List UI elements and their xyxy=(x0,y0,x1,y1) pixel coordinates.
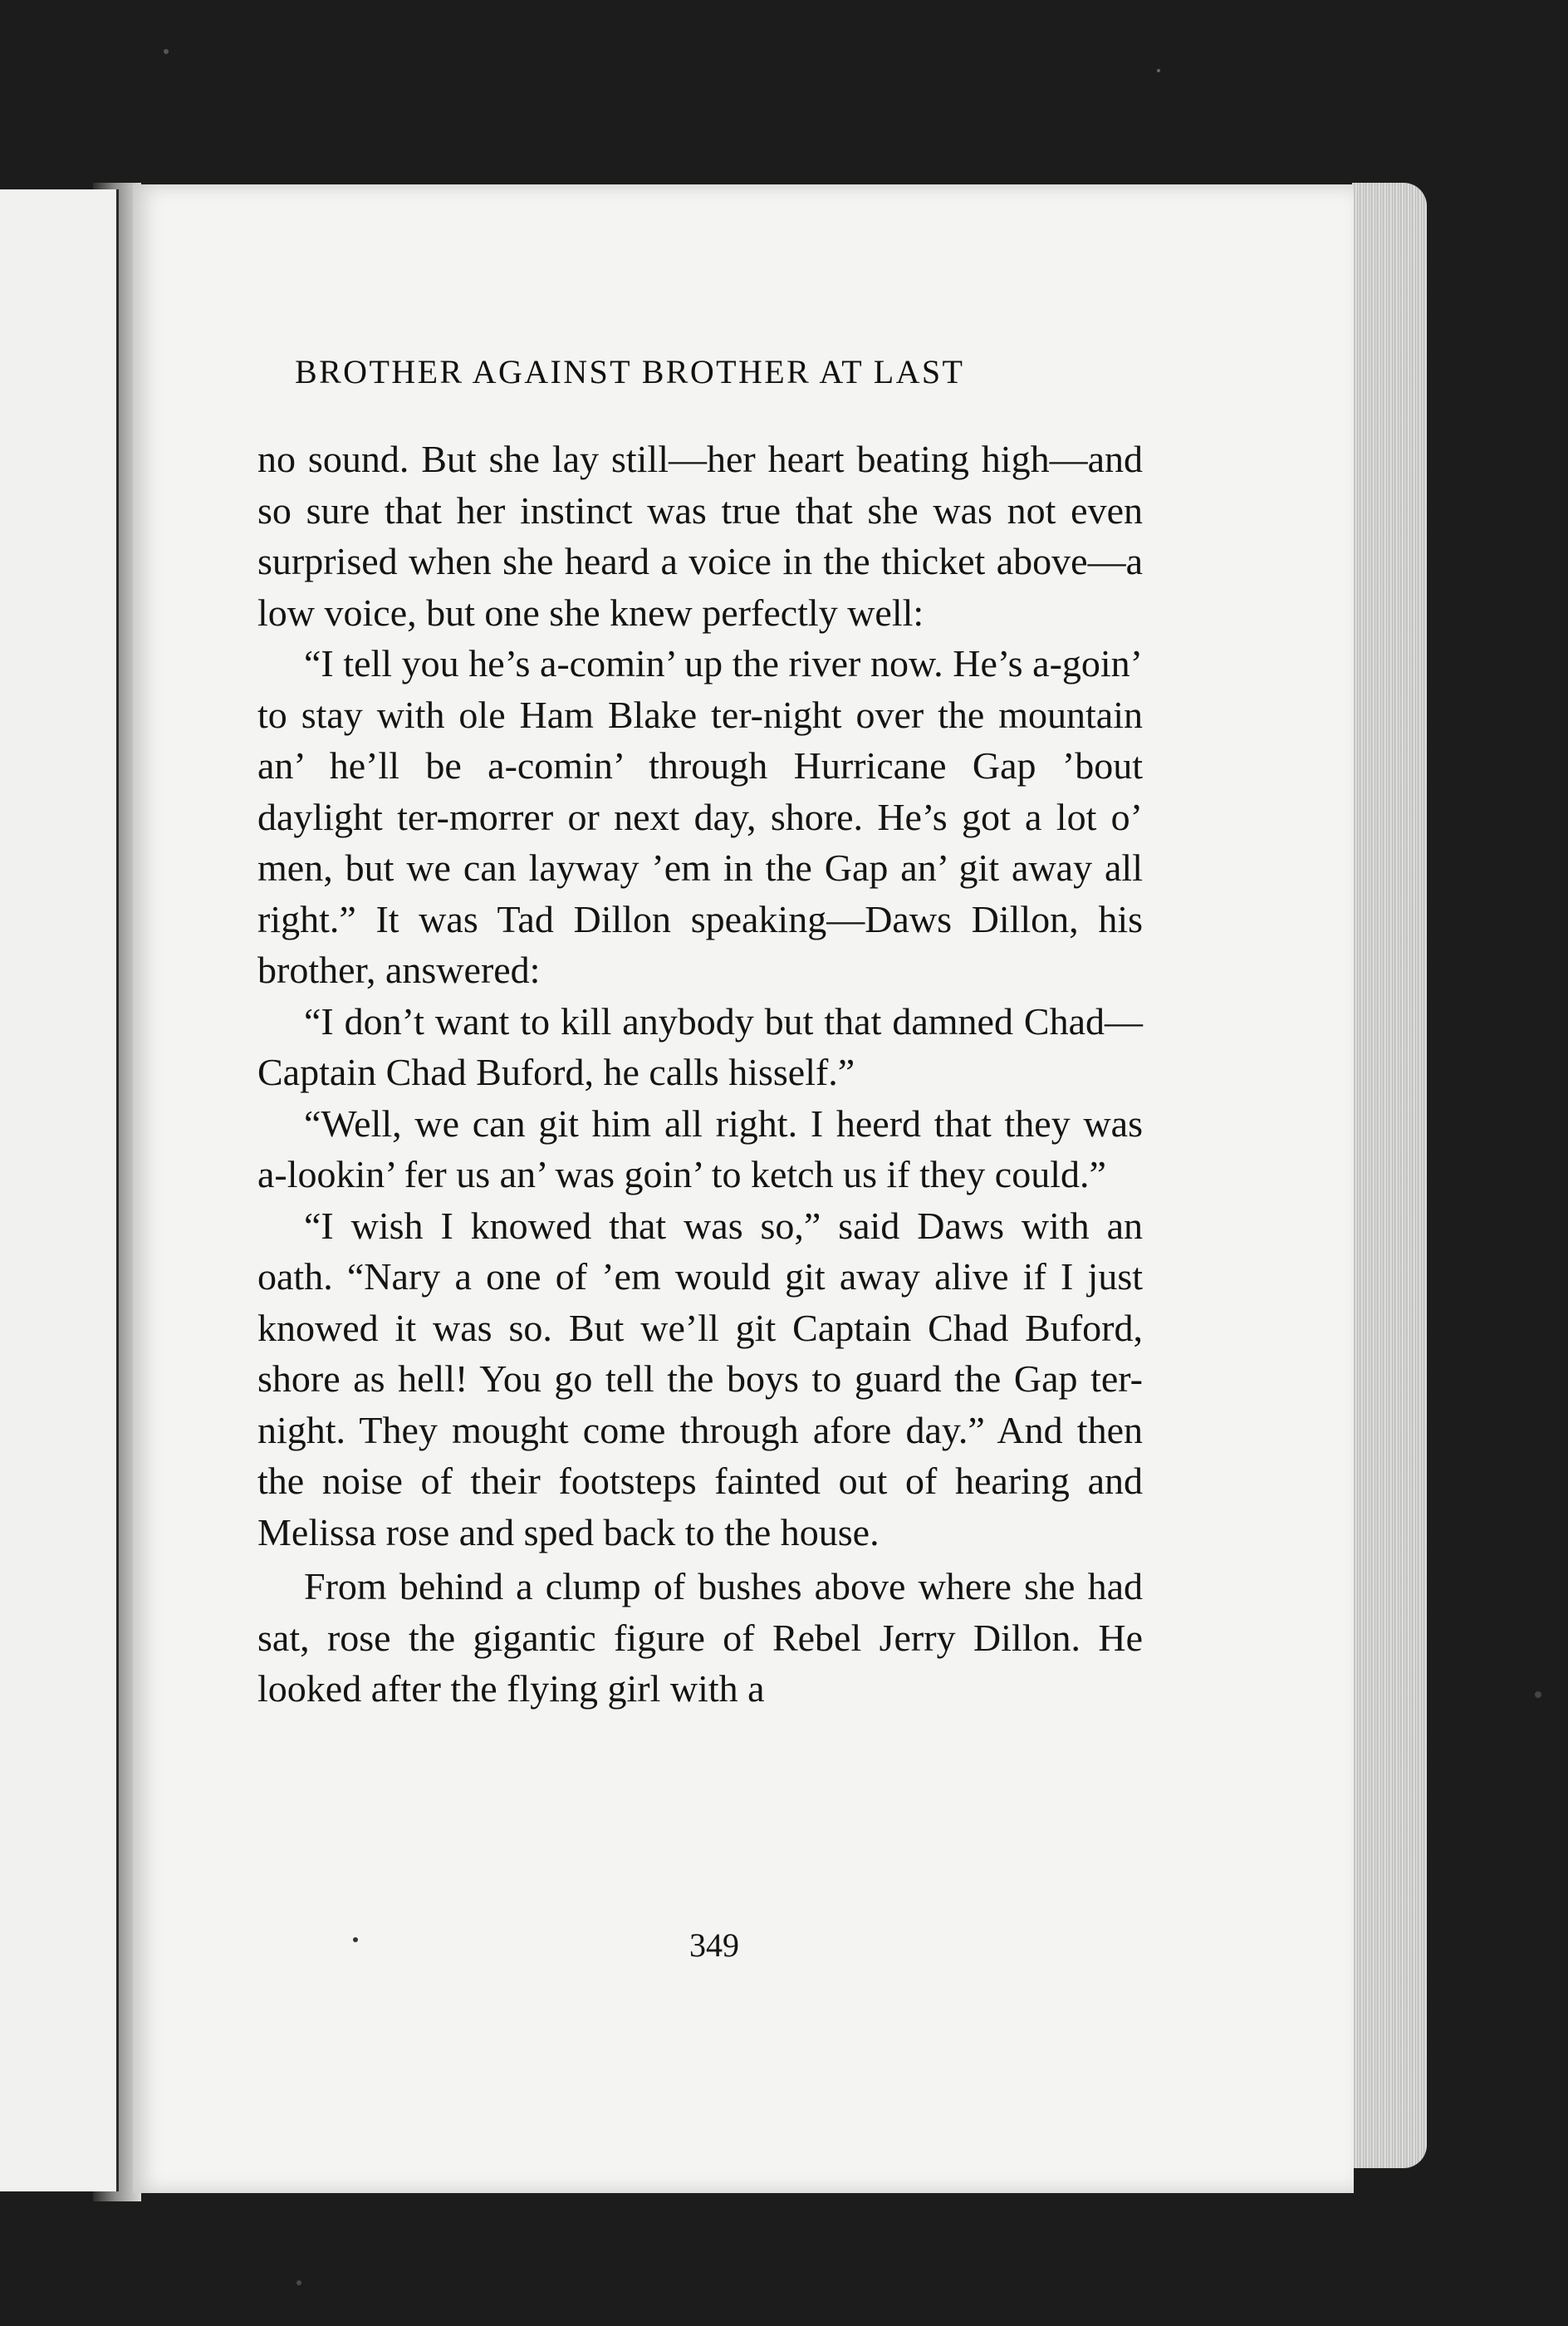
paragraph: no sound. But she lay still—her heart beating high—and so sure that her instinct was true that she was not even surprised when she heard a voice in the thicket above—a low voice, but one she knew perfectly well: xyxy=(257,438,1143,634)
running-head: BROTHER AGAINST BROTHER AT LAST xyxy=(295,353,965,390)
paragraph: “Well, we can git him all right. I heerd that they was a-lookin’ fer us an’ was goin’ to ketch us if they could.” xyxy=(257,1102,1143,1195)
paragraph: “I don’t want to kill anybody but that damned Chad—Captain Chad Buford, he calls hisself.” xyxy=(257,999,1143,1093)
paragraph: “I wish I knowed that was so,” said Daws with an oath. “Nary a one of ’em would git away alive if I just knowed it was so. But we’ll git Captain Chad Buford, shore as hell! You go tell the boys to guard the Gap ter-night. They mought come through afore day.” And then the noise of their footsteps fainted out of hearing and Melissa rose and sped back to the house. xyxy=(257,1204,1143,1553)
paragraph: From behind a clump of bushes above where she had sat, rose the gigantic figure of Rebel Jerry Dillon. He looked after the flying girl with a xyxy=(257,1565,1143,1710)
paragraph: “I tell you he’s a-comin’ up the river now. He’s a-goin’ to stay with ole Ham Blake ter-night over the mountain an’ he’ll be a-comin’ through Hurricane Gap ’bout daylight ter-morrer or next day, shore. He’s got a lot o’ men, but we can layway ’em in the Gap an’ git away all right.” It was Tad Dillon speaking—Daws Dillon, his brother, answered: xyxy=(257,642,1143,991)
page-number: 349 xyxy=(689,1926,739,1964)
